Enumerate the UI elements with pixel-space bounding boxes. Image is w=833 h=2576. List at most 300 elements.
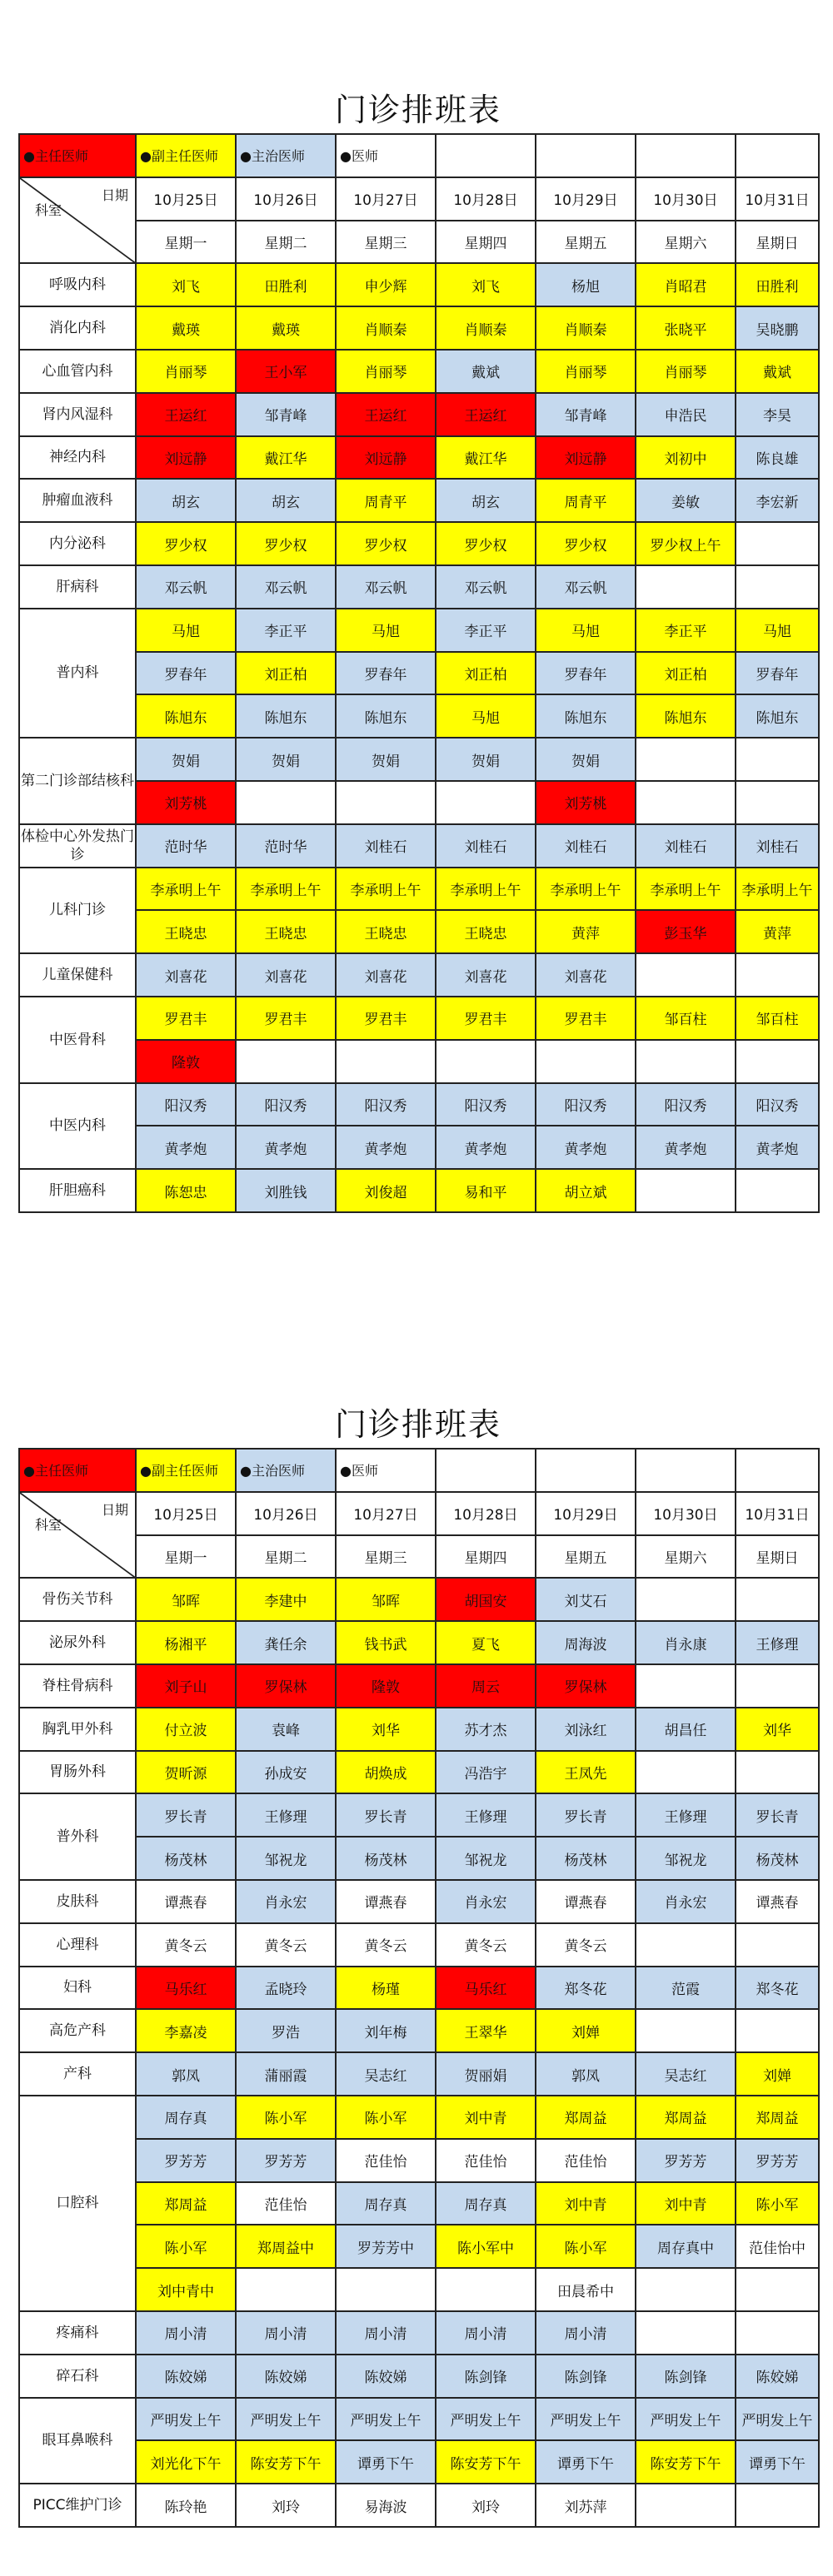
doctor-cell: 李承明上午 (636, 868, 736, 911)
doctor-cell: 陈安芳下午 (436, 2440, 536, 2484)
department-cell: 中医内科 (19, 1083, 136, 1170)
doctor-cell (636, 2268, 736, 2311)
date-header: 10月27日 (336, 177, 436, 221)
doctor-cell: 肖昭君 (636, 263, 736, 306)
doctor-cell: 陈旭东 (536, 694, 636, 738)
doctor-cell: 邹青峰 (536, 393, 636, 436)
doctor-cell: 邹晖 (336, 1578, 436, 1621)
doctor-cell: 刘正柏 (636, 652, 736, 695)
doctor-cell: 罗长青 (336, 1793, 436, 1837)
doctor-cell: 刘桂石 (336, 824, 436, 868)
department-cell: 心血管内科 (19, 350, 136, 393)
doctor-cell: 周存真 (436, 2182, 536, 2225)
doctor-cell (736, 1751, 819, 1794)
doctor-cell: 罗保林 (236, 1664, 336, 1708)
table-row (19, 2440, 819, 2484)
date-header: 10月26日 (236, 1492, 336, 1535)
doctor-cell: 周青平 (536, 479, 636, 522)
empty-cell (536, 1449, 636, 1492)
table-row (19, 1083, 819, 1126)
doctor-cell: 阳汉秀 (436, 1083, 536, 1126)
doctor-cell: 杨茂林 (536, 1837, 636, 1880)
table-row (19, 350, 819, 393)
doctor-cell: 刘远静 (136, 436, 236, 480)
table-row (19, 1169, 819, 1212)
weekday-header: 星期一 (136, 221, 236, 264)
doctor-cell: 袁峰 (236, 1708, 336, 1751)
table-row (19, 2009, 819, 2052)
table-row (19, 522, 819, 565)
doctor-cell: 黄冬云 (436, 1923, 536, 1967)
doctor-cell: 刘喜花 (336, 953, 436, 997)
doctor-cell: 黄孝炮 (336, 1126, 436, 1169)
doctor-cell: 严明发上午 (336, 2398, 436, 2441)
doctor-cell: 李承明上午 (536, 868, 636, 911)
doctor-cell: 姜敏 (636, 479, 736, 522)
doctor-cell: 孙成安 (236, 1751, 336, 1794)
doctor-cell: 戴江华 (436, 436, 536, 480)
doctor-cell: 胡国安 (436, 1578, 536, 1621)
table-row (19, 1578, 819, 1621)
doctor-cell (636, 2311, 736, 2355)
doctor-cell: 田胜利 (736, 263, 819, 306)
doctor-cell: 孟晓玲 (236, 1967, 336, 2010)
doctor-cell: 周小清 (336, 2311, 436, 2355)
department-cell: 碎石科 (19, 2355, 136, 2398)
department-cell: 妇科 (19, 1967, 136, 2010)
doctor-cell (736, 1923, 819, 1967)
doctor-cell: 谭燕春 (136, 1880, 236, 1923)
doctor-cell: 杨茂林 (736, 1837, 819, 1880)
doctor-cell: 苏才杰 (436, 1708, 536, 1751)
doctor-cell: 李承明上午 (336, 868, 436, 911)
doctor-cell (636, 2484, 736, 2527)
weekday-row (19, 1535, 819, 1579)
doctor-cell: 田胜利 (236, 263, 336, 306)
schedule-sheet-2 (18, 1401, 818, 2528)
doctor-cell: 胡焕成 (336, 1751, 436, 1794)
date-header: 10月31日 (736, 1492, 819, 1535)
doctor-cell: 刘中青 (636, 2182, 736, 2225)
date-header: 10月27日 (336, 1492, 436, 1535)
doctor-cell: 郑冬花 (736, 1967, 819, 2010)
table-row (19, 2268, 819, 2311)
weekday-header: 星期六 (636, 221, 736, 264)
doctor-cell: 易海波 (336, 2484, 436, 2527)
doctor-cell: 吴志红 (636, 2052, 736, 2096)
doctor-cell: 刘中青 (536, 2182, 636, 2225)
department-cell: 儿童保健科 (19, 953, 136, 997)
table-row (19, 1751, 819, 1794)
doctor-cell: 阳汉秀 (536, 1083, 636, 1126)
doctor-cell: 范佳怡中 (736, 2225, 819, 2268)
legend-item: ●主任医师 (19, 134, 136, 177)
doctor-cell: 刘桂石 (636, 824, 736, 868)
doctor-cell: 郑周益 (636, 2096, 736, 2139)
department-cell: 产科 (19, 2052, 136, 2096)
doctor-cell: 陈剑锋 (536, 2355, 636, 2398)
doctor-cell (336, 781, 436, 824)
date-header: 10月25日 (136, 177, 236, 221)
doctor-cell: 李建中 (236, 1578, 336, 1621)
date-header: 10月29日 (536, 177, 636, 221)
doctor-cell: 李正平 (436, 609, 536, 652)
doctor-cell: 戴瑛 (136, 306, 236, 350)
doctor-cell: 严明发上午 (136, 2398, 236, 2441)
date-row (19, 1492, 819, 1535)
doctor-cell: 李正平 (236, 609, 336, 652)
doctor-cell: 刘婵 (536, 2009, 636, 2052)
doctor-cell: 吴晓鹏 (736, 306, 819, 350)
doctor-cell (736, 953, 819, 997)
doctor-cell: 邓云帆 (536, 565, 636, 609)
doctor-cell: 肖永宏 (636, 1880, 736, 1923)
doctor-cell: 刘飞 (136, 263, 236, 306)
weekday-header: 星期五 (536, 221, 636, 264)
table-row (19, 781, 819, 824)
doctor-cell: 谭燕春 (736, 1880, 819, 1923)
doctor-cell: 罗芳芳 (636, 2139, 736, 2182)
table-row (19, 1708, 819, 1751)
department-cell: 骨伤关节科 (19, 1578, 136, 1621)
department-cell: 呼吸内科 (19, 263, 136, 306)
doctor-cell: 陈安芳下午 (236, 2440, 336, 2484)
doctor-cell: 王修理 (636, 1793, 736, 1837)
department-cell: 第二门诊部结核科 (19, 738, 136, 824)
department-cell: 胃肠外科 (19, 1751, 136, 1794)
table-row (19, 263, 819, 306)
doctor-cell: 邹祝龙 (236, 1837, 336, 1880)
doctor-cell (436, 2268, 536, 2311)
department-cell: 肝病科 (19, 565, 136, 609)
table-row (19, 652, 819, 695)
doctor-cell (336, 1040, 436, 1083)
department-cell: 普内科 (19, 609, 136, 738)
doctor-cell: 谭勇下午 (336, 2440, 436, 2484)
doctor-cell (236, 781, 336, 824)
doctor-cell: 范佳怡 (336, 2139, 436, 2182)
table-row (19, 2052, 819, 2096)
doctor-cell: 肖丽琴 (636, 350, 736, 393)
doctor-cell: 刘胜钱 (236, 1169, 336, 1212)
doctor-cell: 田晨希中 (536, 2268, 636, 2311)
doctor-cell: 刘桂石 (736, 824, 819, 868)
doctor-cell: 黄孝炮 (136, 1126, 236, 1169)
doctor-cell (636, 1169, 736, 1212)
table-row (19, 609, 819, 652)
empty-cell (636, 1449, 736, 1492)
doctor-cell: 邹祝龙 (636, 1837, 736, 1880)
doctor-cell: 隆敦 (136, 1040, 236, 1083)
department-cell: 眼耳鼻喉科 (19, 2398, 136, 2484)
weekday-header: 星期日 (736, 1535, 819, 1579)
doctor-cell (636, 1664, 736, 1708)
doctor-cell: 马旭 (436, 694, 536, 738)
weekday-header: 星期五 (536, 1535, 636, 1579)
doctor-cell: 刘玲 (436, 2484, 536, 2527)
legend-item: ●副主任医师 (136, 1449, 236, 1492)
doctor-cell: 罗保林 (536, 1664, 636, 1708)
doctor-cell: 黄孝炮 (236, 1126, 336, 1169)
department-cell: 皮肤科 (19, 1880, 136, 1923)
doctor-cell: 戴江华 (236, 436, 336, 480)
doctor-cell: 蒲丽霞 (236, 2052, 336, 2096)
doctor-cell: 邓云帆 (136, 565, 236, 609)
doctor-cell: 王修理 (436, 1793, 536, 1837)
doctor-cell: 龚任余 (236, 1621, 336, 1664)
legend-item: ●医师 (336, 134, 436, 177)
doctor-cell: 刘芳桃 (536, 781, 636, 824)
table-row (19, 738, 819, 781)
doctor-cell: 罗芳芳 (136, 2139, 236, 2182)
table-row (19, 2225, 819, 2268)
doctor-cell: 黄孝炮 (736, 1126, 819, 1169)
doctor-cell: 陈小军 (236, 2096, 336, 2139)
table-row (19, 1923, 819, 1967)
doctor-cell: 阳汉秀 (636, 1083, 736, 1126)
doctor-cell: 罗春年 (736, 652, 819, 695)
doctor-cell (636, 1751, 736, 1794)
department-cell: 体检中心外发热门诊 (19, 824, 136, 868)
doctor-cell: 李承明上午 (736, 868, 819, 911)
doctor-cell: 肖丽琴 (336, 350, 436, 393)
table-row (19, 393, 819, 436)
empty-cell (536, 134, 636, 177)
doctor-cell: 陈姣娣 (736, 2355, 819, 2398)
department-cell: 内分泌科 (19, 522, 136, 565)
doctor-cell: 罗少权上午 (636, 522, 736, 565)
sheet-title: 门诊排班表 (334, 92, 501, 128)
doctor-cell: 李承明上午 (436, 868, 536, 911)
doctor-cell: 马旭 (336, 609, 436, 652)
doctor-cell: 邹晖 (136, 1578, 236, 1621)
doctor-cell: 申浩民 (636, 393, 736, 436)
doctor-cell: 刘喜花 (436, 953, 536, 997)
doctor-cell: 马旭 (136, 609, 236, 652)
doctor-cell: 张晓平 (636, 306, 736, 350)
doctor-cell: 阳汉秀 (336, 1083, 436, 1126)
doctor-cell: 周云 (436, 1664, 536, 1708)
doctor-cell: 刘喜花 (536, 953, 636, 997)
table-row (19, 824, 819, 868)
doctor-cell: 王晓忠 (436, 910, 536, 953)
doctor-cell: 刘远静 (536, 436, 636, 480)
department-cell: 儿科门诊 (19, 868, 136, 954)
doctor-cell: 谭勇下午 (536, 2440, 636, 2484)
doctor-cell: 谭燕春 (536, 1880, 636, 1923)
doctor-cell (736, 565, 819, 609)
table-row (19, 2398, 819, 2441)
date-header: 10月28日 (436, 1492, 536, 1535)
doctor-cell: 刘桂石 (436, 824, 536, 868)
table-row (19, 2355, 819, 2398)
doctor-cell: 夏飞 (436, 1621, 536, 1664)
department-cell: 肿瘤血液科 (19, 479, 136, 522)
doctor-cell: 戴斌 (736, 350, 819, 393)
table-row (19, 1837, 819, 1880)
doctor-cell: 肖顺秦 (536, 306, 636, 350)
corner-date-label: 日期 (101, 186, 128, 203)
legend-row (19, 1449, 819, 1492)
doctor-cell: 陈良雄 (736, 436, 819, 480)
doctor-cell: 黄萍 (736, 910, 819, 953)
doctor-cell: 刘苏萍 (536, 2484, 636, 2527)
doctor-cell: 周存真 (336, 2182, 436, 2225)
weekday-header: 星期日 (736, 221, 819, 264)
doctor-cell: 贺娟 (536, 738, 636, 781)
doctor-cell: 刘子山 (136, 1664, 236, 1708)
doctor-cell (336, 2268, 436, 2311)
table-row (19, 565, 819, 609)
doctor-cell: 李宏新 (736, 479, 819, 522)
doctor-cell: 付立波 (136, 1708, 236, 1751)
date-row (19, 177, 819, 221)
doctor-cell: 邹百柱 (636, 997, 736, 1040)
doctor-cell (636, 565, 736, 609)
doctor-cell: 范霞 (636, 1967, 736, 2010)
table-row (19, 1621, 819, 1664)
weekday-header: 星期三 (336, 1535, 436, 1579)
doctor-cell: 阳汉秀 (736, 1083, 819, 1126)
doctor-cell: 刘华 (336, 1708, 436, 1751)
doctor-cell: 罗芳芳 (736, 2139, 819, 2182)
table-row (19, 1967, 819, 2010)
doctor-cell: 刘飞 (436, 263, 536, 306)
empty-cell (736, 134, 819, 177)
doctor-cell: 罗长青 (736, 1793, 819, 1837)
doctor-cell (736, 2268, 819, 2311)
doctor-cell: 肖永宏 (236, 1880, 336, 1923)
doctor-cell: 冯浩宇 (436, 1751, 536, 1794)
doctor-cell (736, 1664, 819, 1708)
doctor-cell: 罗春年 (536, 652, 636, 695)
doctor-cell: 胡玄 (236, 479, 336, 522)
department-cell: 心理科 (19, 1923, 136, 1967)
doctor-cell: 陈小军 (136, 2225, 236, 2268)
doctor-cell (436, 781, 536, 824)
doctor-cell: 胡玄 (136, 479, 236, 522)
date-header: 10月28日 (436, 177, 536, 221)
doctor-cell: 陈安芳下午 (636, 2440, 736, 2484)
doctor-cell: 周青平 (336, 479, 436, 522)
doctor-cell: 陈旭东 (236, 694, 336, 738)
doctor-cell: 胡立斌 (536, 1169, 636, 1212)
doctor-cell (736, 1040, 819, 1083)
department-cell: 胸乳甲外科 (19, 1708, 136, 1751)
doctor-cell: 陈旭东 (336, 694, 436, 738)
doctor-cell: 刘初中 (636, 436, 736, 480)
doctor-cell (736, 1169, 819, 1212)
doctor-cell: 黄冬云 (136, 1923, 236, 1967)
table-row (19, 1880, 819, 1923)
doctor-cell: 刘年梅 (336, 2009, 436, 2052)
doctor-cell: 郑冬花 (536, 1967, 636, 2010)
doctor-cell: 黄冬云 (236, 1923, 336, 1967)
doctor-cell: 黄孝炮 (436, 1126, 536, 1169)
date-header: 10月30日 (636, 177, 736, 221)
table-row (19, 2096, 819, 2139)
sheet-title: 门诊排班表 (334, 1406, 501, 1443)
doctor-cell: 严明发上午 (436, 2398, 536, 2441)
department-cell: PICC维护门诊 (19, 2484, 136, 2527)
doctor-cell: 李昊 (736, 393, 819, 436)
doctor-cell: 黄冬云 (536, 1923, 636, 1967)
doctor-cell: 马旭 (736, 609, 819, 652)
doctor-cell: 刘正柏 (436, 652, 536, 695)
doctor-cell: 郑周益 (536, 2096, 636, 2139)
doctor-cell: 李正平 (636, 609, 736, 652)
doctor-cell: 马乐红 (436, 1967, 536, 2010)
doctor-cell: 贺娟 (336, 738, 436, 781)
department-cell: 疼痛科 (19, 2311, 136, 2355)
weekday-row (19, 221, 819, 264)
doctor-cell: 王运红 (136, 393, 236, 436)
doctor-cell: 谭燕春 (336, 1880, 436, 1923)
doctor-cell: 周小清 (136, 2311, 236, 2355)
doctor-cell: 陈剑锋 (436, 2355, 536, 2398)
doctor-cell: 周小清 (536, 2311, 636, 2355)
department-cell: 神经内科 (19, 436, 136, 480)
doctor-cell: 邹祝龙 (436, 1837, 536, 1880)
legend-item: ●主治医师 (236, 134, 336, 177)
doctor-cell (636, 953, 736, 997)
table-row (19, 997, 819, 1040)
table-row (19, 910, 819, 953)
doctor-cell: 肖顺秦 (336, 306, 436, 350)
doctor-cell: 陈旭东 (136, 694, 236, 738)
doctor-cell: 刘正柏 (236, 652, 336, 695)
doctor-cell: 范时华 (236, 824, 336, 868)
doctor-cell: 王修理 (236, 1793, 336, 1837)
doctor-cell: 陈旭东 (736, 694, 819, 738)
doctor-cell: 王小军 (236, 350, 336, 393)
department-cell: 中医骨科 (19, 997, 136, 1083)
table-row (19, 1040, 819, 1083)
doctor-cell: 杨瑾 (336, 1967, 436, 2010)
doctor-cell: 刘芳桃 (136, 781, 236, 824)
doctor-cell: 严明发上午 (536, 2398, 636, 2441)
doctor-cell: 谭勇下午 (736, 2440, 819, 2484)
doctor-cell: 刘泳红 (536, 1708, 636, 1751)
legend-item: ●主任医师 (19, 1449, 136, 1492)
doctor-cell: 陈小军 (536, 2225, 636, 2268)
department-cell: 泌尿外科 (19, 1621, 136, 1664)
doctor-cell (636, 2009, 736, 2052)
doctor-cell: 胡玄 (436, 479, 536, 522)
table-row (19, 2484, 819, 2527)
doctor-cell: 肖永宏 (436, 1880, 536, 1923)
doctor-cell: 肖永康 (636, 1621, 736, 1664)
doctor-cell: 黄冬云 (336, 1923, 436, 1967)
date-header: 10月25日 (136, 1492, 236, 1535)
doctor-cell (736, 1578, 819, 1621)
table-row (19, 868, 819, 911)
doctor-cell: 郑周益 (736, 2096, 819, 2139)
legend-item: ●主治医师 (236, 1449, 336, 1492)
doctor-cell: 陈姣娣 (236, 2355, 336, 2398)
doctor-cell: 罗春年 (336, 652, 436, 695)
doctor-cell: 李嘉凌 (136, 2009, 236, 2052)
doctor-cell: 罗少权 (136, 522, 236, 565)
empty-cell (636, 134, 736, 177)
doctor-cell: 黄萍 (536, 910, 636, 953)
doctor-cell: 陈姣娣 (336, 2355, 436, 2398)
corner-dept-label: 科室 (35, 201, 62, 218)
doctor-cell: 陈玲艳 (136, 2484, 236, 2527)
empty-cell (436, 1449, 536, 1492)
doctor-cell (536, 1040, 636, 1083)
doctor-cell: 罗少权 (436, 522, 536, 565)
